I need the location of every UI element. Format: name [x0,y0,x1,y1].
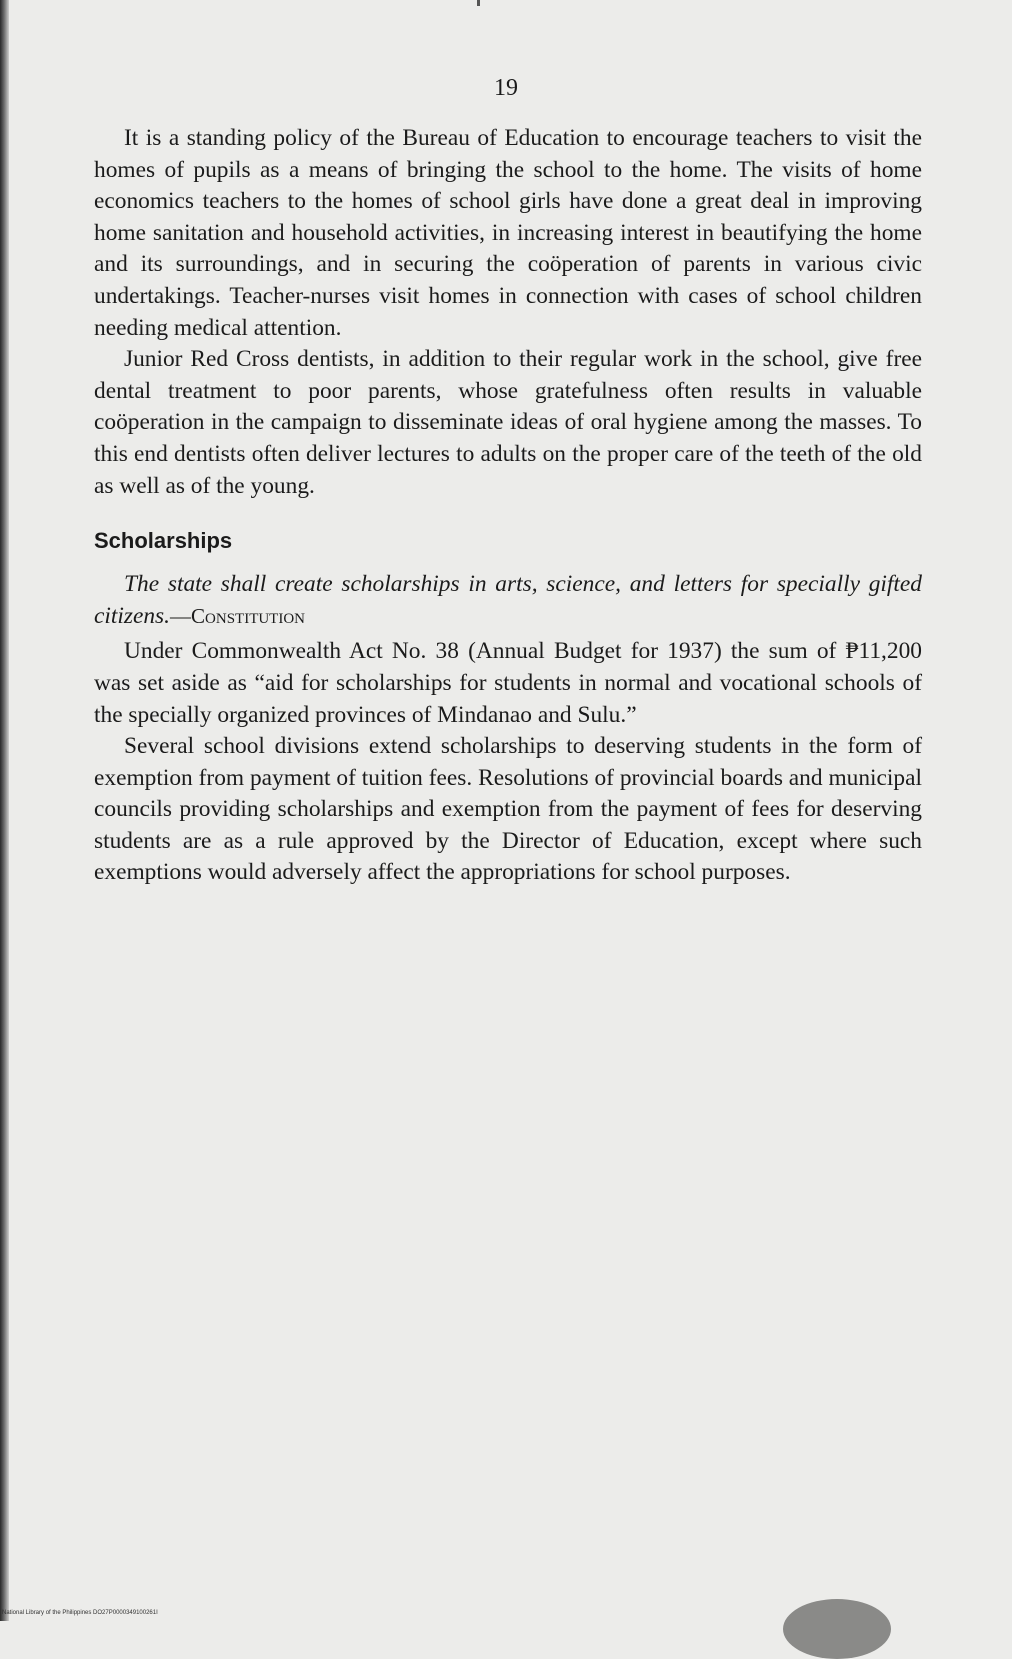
scan-thumb-shadow [783,1599,891,1659]
quote-source: —Constitution [170,603,306,628]
scan-mark [477,0,480,6]
page-number: 19 [494,75,518,101]
quote-text: The state shall create scholarships in arts, science, and letters for specially gifted citizens. [94,571,922,629]
paragraph-home-visits: It is a standing policy of the Bureau of Education to encourage teachers to visit the homes of pupils as a means of bringing the school to the home. The visits of home economics teachers to the homes of school girls have done a great deal in improving home sanitation and household activities, in increasing interest in beautifying the home and its surroundings, and in securing the coöperation of parents in various civic undertakings. Teacher-nurses visit homes in connection with cases of school children needing medical attention. [94,125,922,341]
paragraph-red-cross-dentists: Junior Red Cross dentists, in addition to their regular work in the school, give free dental treatment to poor parents, whose gratefulness often results in valuable coöperation in the campaign to disseminate ideas of oral hygiene among the masses. To this end dentists often deliver lectures to adults on the proper care of the teeth of the old as well as of the young. [94,346,922,499]
constitution-quote [94,569,922,632]
page-binding-edge [0,0,9,1621]
paragraph-commonwealth-act: Under Commonwealth Act No. 38 (Annual Budget for 1937) the sum of ₱11,200 was set aside as “aid for scholarships for students in normal and vocational schools of the specially organized provinces of Mindanao and Sulu.” [94,638,922,728]
section-heading-scholarships: Scholarships [94,528,233,554]
paragraph-school-divisions: Several school divisions extend scholarships to deserving students in the form of exemption from payment of tuition fees. Resolutions of provincial boards and municipal councils providing scholarships and exemption from the payment of fees for deserving students are as a rule approved by the Director of Education, except where such exemptions would adversely affect the appropriations for school purposes. [94,733,922,886]
scan-footer-label: National Library of the Philippines DO27P0000349100261I [2,1610,158,1616]
page-body [94,123,922,889]
